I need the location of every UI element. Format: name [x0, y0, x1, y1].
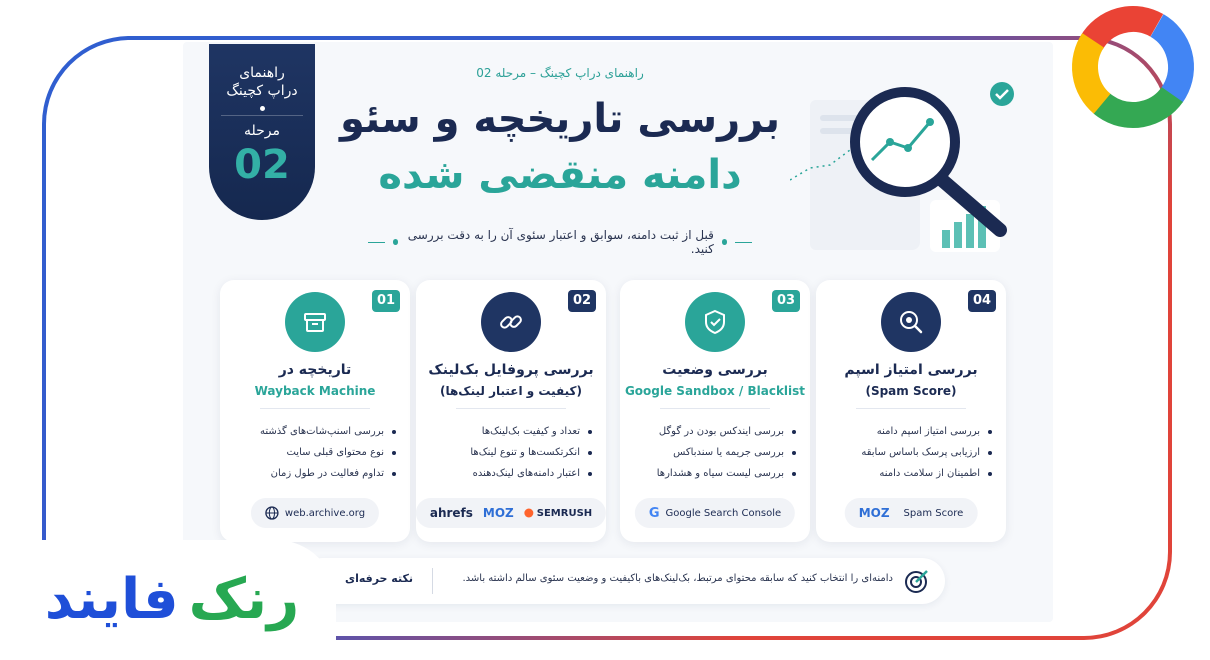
subtitle-line-left [368, 242, 385, 243]
list-item: بررسی ایندکس بودن در گوگل [630, 421, 796, 442]
step-divider [660, 408, 770, 409]
list-item: بررسی امتیاز اسپم دامنه [826, 421, 992, 442]
archive-box-icon [285, 292, 345, 352]
step-checklist [426, 421, 592, 484]
step-card-spam-score [816, 280, 1006, 542]
google-g-icon: G [648, 505, 660, 521]
link-chain-icon [481, 292, 541, 352]
step-number-badge: 02 [568, 290, 596, 312]
pro-tip-bar [300, 558, 945, 604]
moz-logo: MOZ [482, 506, 514, 520]
list-item: نوع محتوای قبلی سایت [230, 442, 396, 463]
list-item: بررسی لیست سیاه و هشدارها [630, 463, 796, 484]
badge-dot [260, 106, 265, 111]
subtitle-line-right [735, 242, 752, 243]
step-card-sandbox [620, 280, 810, 542]
brand-logo [12, 550, 332, 650]
step-card-backlinks [416, 280, 606, 542]
google-ring-logo-icon [1066, 0, 1200, 134]
step-subtitle: Google Sandbox / Blacklist [624, 384, 806, 398]
brand-word-2: فایند [44, 567, 179, 632]
list-item: بررسی جریمه یا سندباکس [630, 442, 796, 463]
shield-check-icon [685, 292, 745, 352]
subtitle-bullet-right [722, 239, 728, 245]
step-checklist [826, 421, 992, 484]
badge-divider [221, 115, 303, 116]
page-title-accent: دامنه منقضی شده [378, 152, 742, 198]
pro-tip-divider [432, 568, 433, 594]
step-title: بررسی پروفایل بک‌لینک [428, 362, 594, 378]
semrush-label: SEMRUSH [536, 507, 593, 519]
list-item: بررسی اسنپ‌شات‌های گذشته [230, 421, 396, 442]
ahrefs-logo: ahrefs [429, 506, 473, 520]
step-subtitle: (Spam Score) [865, 384, 957, 398]
list-item: تداوم فعالیت در طول زمان [230, 463, 396, 484]
tool-pill-wayback[interactable] [251, 498, 379, 528]
kicker-text: راهنمای دراپ کچینگ – مرحله 02 [476, 66, 644, 80]
step-title: تاریخچه در [278, 362, 352, 378]
badge-stage-number: 02 [234, 142, 290, 188]
semrush-flame-icon [524, 508, 534, 518]
step-subtitle: Wayback Machine [254, 384, 376, 398]
tool-label: Google Search Console [665, 507, 782, 519]
step-title: بررسی وضعیت [662, 362, 768, 378]
globe-icon [265, 506, 279, 520]
badge-line-2: دراپ کچینگ [226, 83, 298, 99]
tool-pill-search-console[interactable] [635, 498, 795, 528]
step-card-wayback [220, 280, 410, 542]
step-number-badge: 03 [772, 290, 800, 312]
stage-badge [209, 44, 315, 220]
step-divider [260, 408, 370, 409]
magnifier-virus-icon [881, 292, 941, 352]
brand-word-1: رنک [188, 567, 300, 632]
step-number-badge: 01 [372, 290, 400, 312]
page-title: بررسی تاریخچه و سئو [339, 96, 781, 142]
step-checklist [630, 421, 796, 484]
step-checklist [230, 421, 396, 484]
tool-label: web.archive.org [284, 507, 366, 519]
moz-logo: MOZ [858, 506, 890, 520]
subtitle-row [368, 228, 752, 256]
step-divider [456, 408, 566, 409]
list-item: اطمینان از سلامت دامنه [826, 463, 992, 484]
list-item: ارزیابی پرسک باساس سابقه [826, 442, 992, 463]
list-item: اعتبار دامنه‌های لینک‌دهنده [426, 463, 592, 484]
tool-pill-backlinks[interactable] [416, 498, 606, 528]
badge-stage-label: مرحله [243, 123, 281, 139]
badge-line-1: راهنمای [239, 65, 285, 81]
target-icon [903, 567, 931, 595]
step-title: بررسی امتیاز اسپم [844, 362, 978, 378]
semrush-logo [524, 508, 592, 519]
subtitle-text: قبل از ثبت دامنه، سوابق و اعتبار سئوی آن را به دقت بررسی کنید. [407, 228, 714, 256]
step-divider [856, 408, 966, 409]
list-item: انکرتکست‌ها و تنوع لینک‌ها [426, 442, 592, 463]
pro-tip-text: دامنه‌ای را انتخاب کنید که سابقه محتوای مرتبط، بک‌لینک‌های باکیفیت و وضعیت سئوی سالم داشته باشد. [462, 573, 893, 584]
tool-label: Spam Score [903, 507, 964, 519]
magnifier-chart-illustration-icon [790, 70, 1020, 260]
step-subtitle: (کیفیت و اعتبار لینک‌ها) [439, 384, 582, 398]
list-item: تعداد و کیفیت بک‌لینک‌ها [426, 421, 592, 442]
step-number-badge: 04 [968, 290, 996, 312]
pro-tip-label: نکته حرفه‌ای [344, 572, 413, 585]
tool-pill-moz-spam[interactable] [845, 498, 978, 528]
subtitle-bullet-left [393, 239, 399, 245]
